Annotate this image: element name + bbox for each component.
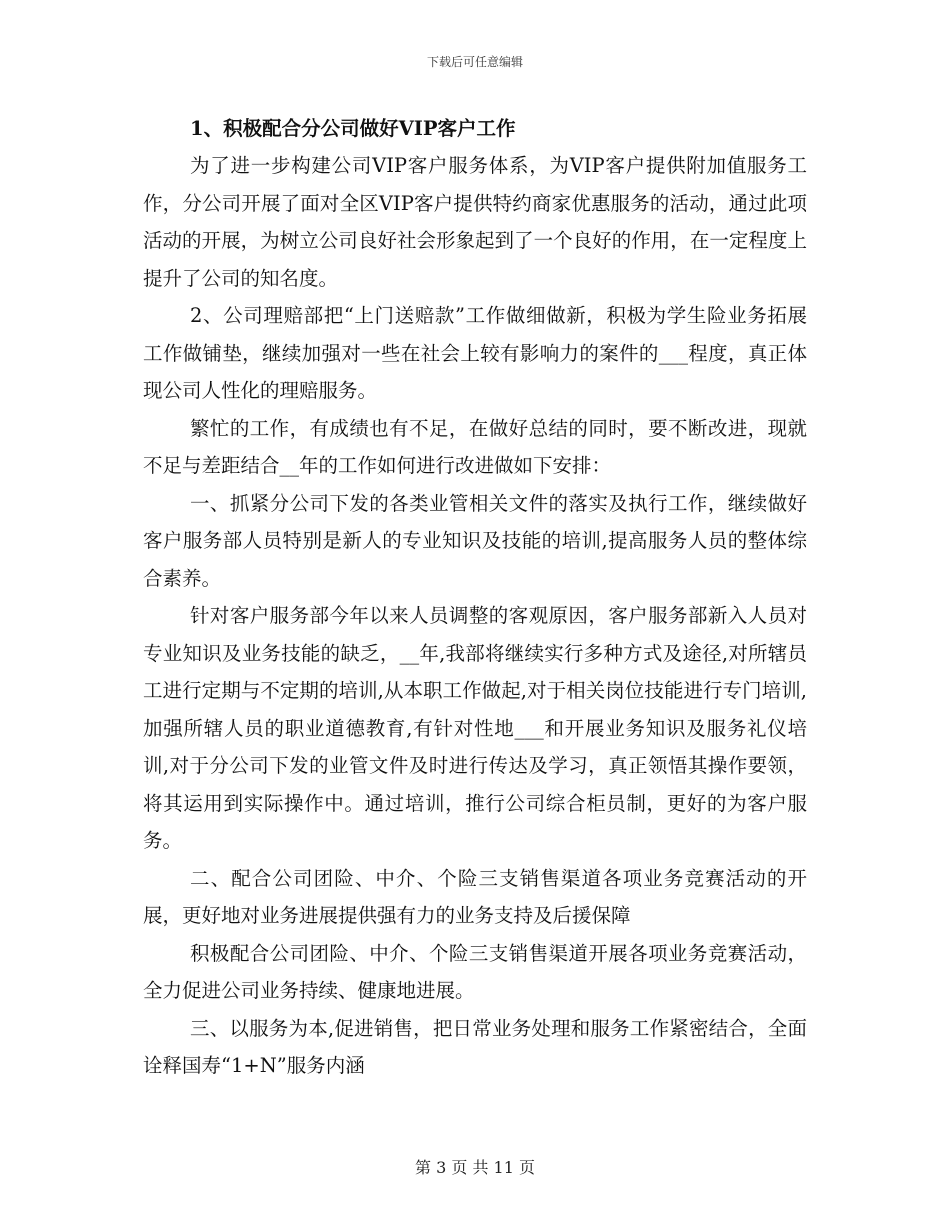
section-heading: 1、积极配合分公司做好VIP客户工作 <box>190 117 516 140</box>
paragraph-item-one: 一、抓紧分公司下发的各类业管相关文件的落实及执行工作，继续做好客户服务部人员特别是新人的专业知识及技能的培训,提高服务人员的整体综合素养。 <box>143 491 807 590</box>
document-body <box>143 110 807 1085</box>
paragraph-item-two: 二、配合公司团险、中介、个险三支销售渠道各项业务竞赛活动的开展，更好地对业务进展提供强有力的业务支持及后援保障 <box>143 866 807 927</box>
paragraph-training: 针对客户服务部今年以来人员调整的客观原因，客户服务部新入人员对专业知识及业务技能的缺乏，__年,我部将继续实行多种方式及途径,对所辖员工进行定期与不定期的培训,从本职工作做起,对于相关岗位技能进行专门培训,加强所辖人员的职业道德教育,有针对性地___和开展业务知识及服务礼仪培训,对于分公司下发的业管文件及时进行传达及学习，真正领悟其操作要领，将其运用到实际操作中。通过培训，推行公司综合柜员制，更好的为客户服务。 <box>143 604 807 852</box>
paragraph-vip-service: 为了进一步构建公司VIP客户服务体系，为VIP客户提供附加值服务工作，分公司开展了面对全区VIP客户提供特约商家优惠服务的活动，通过此项活动的开展，为树立公司良好社会形象起到了一个良好的作用，在一定程度上提升了公司的知名度。 <box>143 154 807 290</box>
page-number-footer: 第 3 页 共 11 页 <box>415 1158 535 1177</box>
paragraph-claims: 2、公司理赔部把“上门送赔款”工作做细做新，积极为学生险业务拓展工作做铺垫，继续加强对一些在社会上较有影响力的案件的___程度，真正体现公司人性化的理赔服务。 <box>143 304 807 402</box>
paragraph-summary: 繁忙的工作，有成绩也有不足，在做好总结的同时，要不断改进，现就不足与差距结合__年的工作如何进行改进做如下安排： <box>143 416 807 477</box>
paragraph-item-three: 三、以服务为本,促进销售，把日常业务处理和服务工作紧密结合，全面诠释国寿“1+N”服务内涵 <box>143 1016 807 1077</box>
paragraph-competition: 积极配合公司团险、中介、个险三支销售渠道开展各项业务竞赛活动，全力促进公司业务持续、健康地进展。 <box>143 941 807 1002</box>
header-note: 下载后可任意编辑 <box>426 55 523 69</box>
